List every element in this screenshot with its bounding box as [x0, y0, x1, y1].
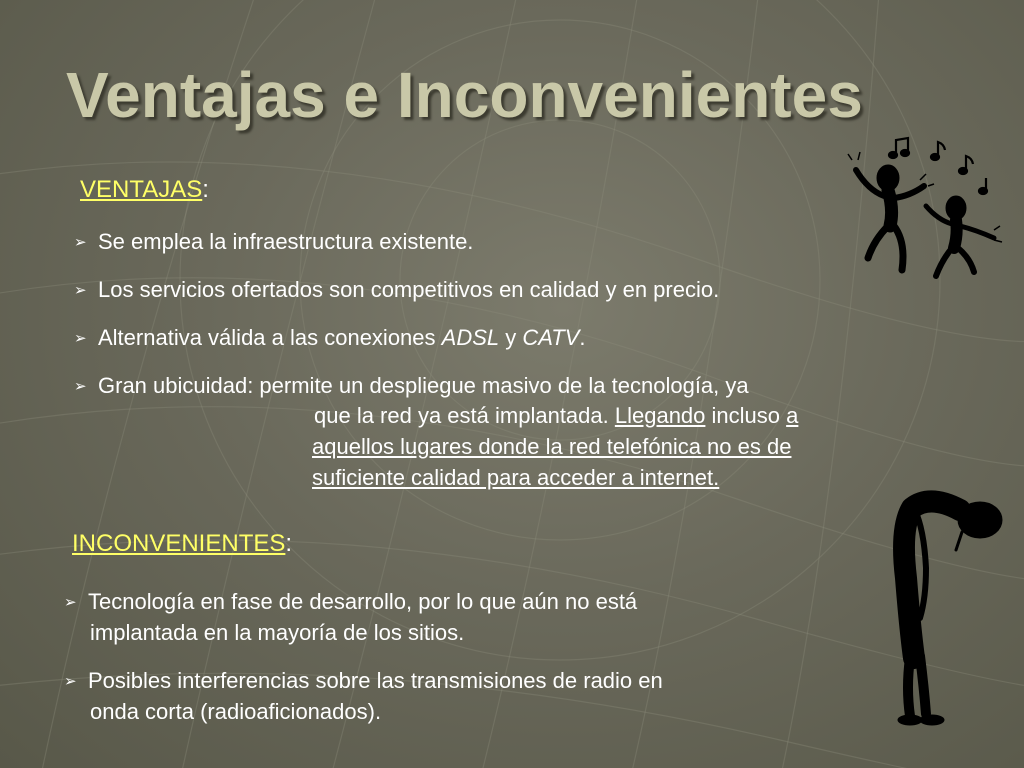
slide-title: Ventajas e Inconvenientes: [66, 59, 863, 131]
ventajas-item-4-line-3: aquellos lugares donde la red telefónica no es de: [312, 434, 792, 459]
ventajas-heading: [80, 176, 209, 204]
bullet-arrow-icon: ➢: [74, 282, 87, 299]
ventajas-item-4-line-1: [74, 372, 749, 401]
ventajas-item-4-line-4: suficiente calidad para acceder a internet.: [312, 465, 720, 490]
sad-figure-icon: [880, 488, 1010, 738]
ventajas-item-2-text: Los servicios ofertados son competitivos en calidad y en precio.: [98, 277, 720, 302]
dancing-figures-icon: [844, 130, 1004, 280]
ventajas-heading-label: VENTAJAS: [80, 176, 203, 203]
bullet-arrow-icon: ➢: [74, 378, 87, 395]
bullet-arrow-icon: ➢: [74, 234, 87, 251]
bullet-arrow-icon: ➢: [64, 673, 77, 690]
inconvenientes-item-1-line-2: implantada en la mayoría de los sitios.: [90, 620, 465, 645]
ventajas-item-1: [74, 228, 473, 257]
ventajas-item-4-text-1: Gran ubicuidad: permite un despliegue masivo de la tecnología, ya: [98, 373, 749, 398]
ventajas-item-3-text-a: Alternativa válida a las conexiones: [98, 325, 442, 350]
bullet-arrow-icon: ➢: [64, 594, 77, 611]
inconvenientes-item-1-text-1: Tecnología en fase de desarrollo, por lo que aún no está: [88, 589, 638, 614]
inconvenientes-item-2-line-1: [64, 667, 663, 696]
ventajas-item-4-text-2a: que la red ya está implantada.: [314, 403, 615, 428]
ventajas-item-1-text: Se emplea la infraestructura existente.: [98, 229, 474, 254]
ventajas-item-4-text-2c: incluso: [705, 403, 787, 428]
inconvenientes-heading-colon: :: [285, 530, 293, 557]
ventajas-item-4-text-2b: Llegando: [614, 403, 706, 428]
inconvenientes-item-2-line-2: onda corta (radioaficionados).: [90, 699, 382, 724]
inconvenientes-item-1-line-1: [64, 588, 637, 617]
ventajas-heading-colon: :: [202, 176, 209, 203]
inconvenientes-heading-label: INCONVENIENTES: [72, 530, 286, 557]
ventajas-item-3: [74, 324, 586, 353]
catv-term: CATV: [522, 325, 580, 350]
music-notes-icon: [889, 138, 987, 194]
ventajas-item-3-text-b: y: [499, 325, 523, 350]
ventajas-item-2: [74, 276, 719, 305]
ventajas-item-4-line-2: [314, 402, 798, 430]
ventajas-item-3-text-c: .: [579, 325, 586, 350]
bullet-arrow-icon: ➢: [74, 330, 87, 347]
ventajas-item-4-text-2d: a: [786, 403, 799, 428]
adsl-term: ADSL: [441, 325, 500, 350]
inconvenientes-heading: [72, 530, 292, 558]
inconvenientes-item-2-text-1: Posibles interferencias sobre las transmisiones de radio en: [88, 668, 663, 693]
